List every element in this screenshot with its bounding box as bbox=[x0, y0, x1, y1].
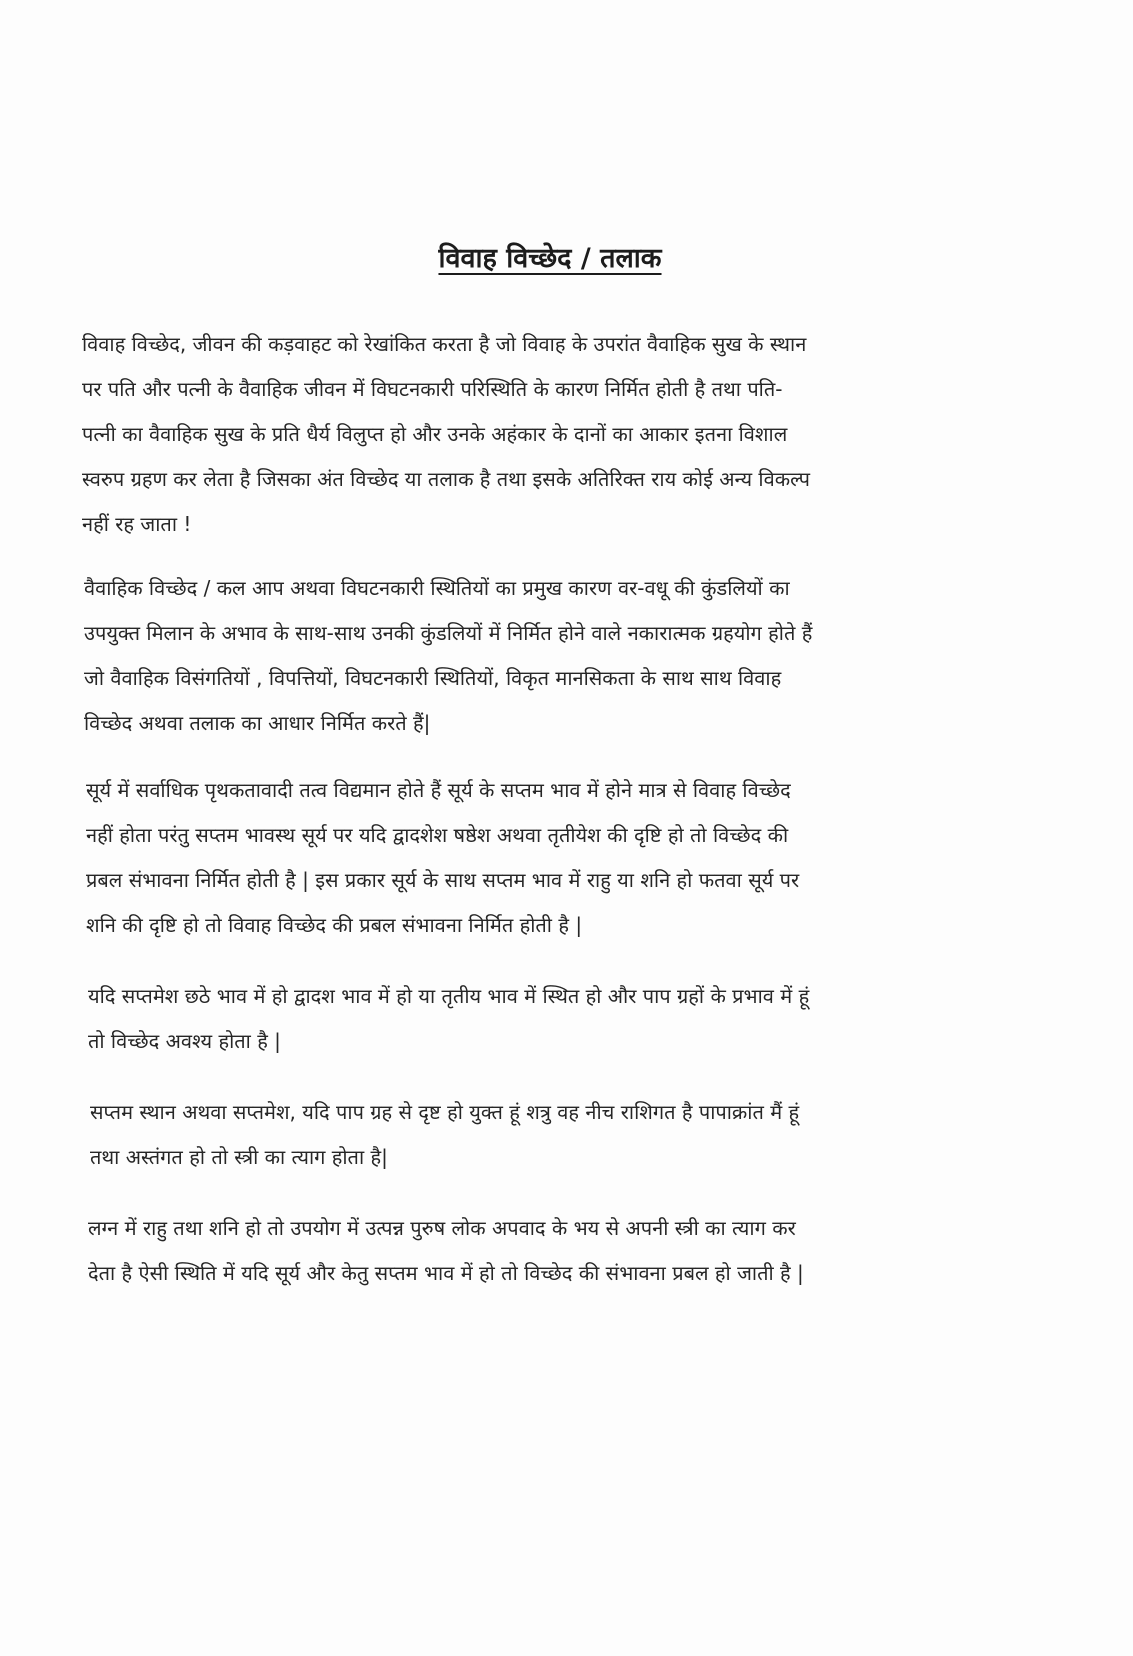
paragraph-line: उपयुक्त मिलान के अभाव के साथ-साथ उनकी कुंडलियों में निर्मित होने वाले नकारात्मक ग्रहयोग होते हैं bbox=[84, 621, 813, 645]
paragraph-ascendant bbox=[88, 1206, 1048, 1296]
paragraph-line: पत्नी का वैवाहिक सुख के प्रति धैर्य विलुप्त हो और उनके अहंकार के दानों का आकार इतना विशाल bbox=[82, 422, 788, 446]
paragraph-causes bbox=[84, 566, 1044, 746]
paragraph-line: नहीं होता परंतु सप्तम भावस्थ सूर्य पर यदि द्वादशेश षष्ठेश अथवा तृतीयेश की दृष्टि हो तो विच्छेद की bbox=[86, 823, 789, 847]
paragraph-line: विवाह विच्छेद, जीवन की कड़वाहट को रेखांकित करता है जो विवाह के उपरांत वैवाहिक सुख के स्थान bbox=[82, 332, 807, 356]
paragraph-line: जो वैवाहिक विसंगतियों , विपत्तियों, विघटनकारी स्थितियों, विकृत मानसिकता के साथ साथ विवाह bbox=[84, 666, 782, 690]
paragraph-intro bbox=[82, 322, 1042, 547]
paragraph-line: सप्तम स्थान अथवा सप्तमेश, यदि पाप ग्रह से दृष्ट हो युक्त हूं शत्रु वह नीच राशिगत है पापाक्रांत मैं हूं bbox=[90, 1100, 800, 1124]
paragraph-seventh-lord bbox=[88, 974, 1048, 1064]
paragraph-line: तथा अस्तंगत हो तो स्त्री का त्याग होता है| bbox=[90, 1145, 388, 1169]
paragraph-line: विच्छेद अथवा तलाक का आधार निर्मित करते हैं| bbox=[84, 711, 431, 735]
paragraph-line: देता है ऐसी स्थिति में यदि सूर्य और केतु सप्तम भाव में हो तो विच्छेद की संभावना प्रबल हो जाती है | bbox=[88, 1261, 804, 1285]
paragraph-line: सूर्य में सर्वाधिक पृथकतावादी तत्व विद्यमान होते हैं सूर्य के सप्तम भाव में होने मात्र से विवाह विच्छेद bbox=[86, 778, 791, 802]
paragraph-line: यदि सप्तमेश छठे भाव में हो द्वादश भाव में हो या तृतीय भाव में स्थित हो और पाप ग्रहों के प्रभाव में हूं bbox=[88, 984, 810, 1008]
document-title: विवाह विच्छेद / तलाक bbox=[438, 243, 662, 274]
paragraph-line: प्रबल संभावना निर्मित होती है | इस प्रकार सूर्य के साथ सप्तम भाव में राहु या शनि हो फतवा सूर्य पर bbox=[86, 868, 800, 892]
paragraph-line: स्वरुप ग्रहण कर लेता है जिसका अंत विच्छेद या तलाक है तथा इसके अतिरिक्त राय कोई अन्य विकल्प bbox=[82, 467, 811, 491]
paragraph-line: तो विच्छेद अवश्य होता है | bbox=[88, 1029, 281, 1053]
paragraph-line: लग्न में राहु तथा शनि हो तो उपयोग में उत्पन्न पुरुष लोक अपवाद के भय से अपनी स्त्री का त्याग कर bbox=[88, 1216, 796, 1240]
paragraph-seventh-house bbox=[90, 1090, 1050, 1180]
paragraph-line: नहीं रह जाता ! bbox=[82, 512, 192, 536]
paragraph-line: वैवाहिक विच्छेद / कल आप अथवा विघटनकारी स्थितियों का प्रमुख कारण वर-वधू की कुंडलियों का bbox=[84, 576, 790, 600]
paragraph-line: पर पति और पत्नी के वैवाहिक जीवन में विघटनकारी परिस्थिति के कारण निर्मित होती है तथा पति- bbox=[82, 377, 783, 401]
paragraph-line: शनि की दृष्टि हो तो विवाह विच्छेद की प्रबल संभावना निर्मित होती है | bbox=[86, 913, 583, 937]
paragraph-sun bbox=[86, 768, 1046, 948]
